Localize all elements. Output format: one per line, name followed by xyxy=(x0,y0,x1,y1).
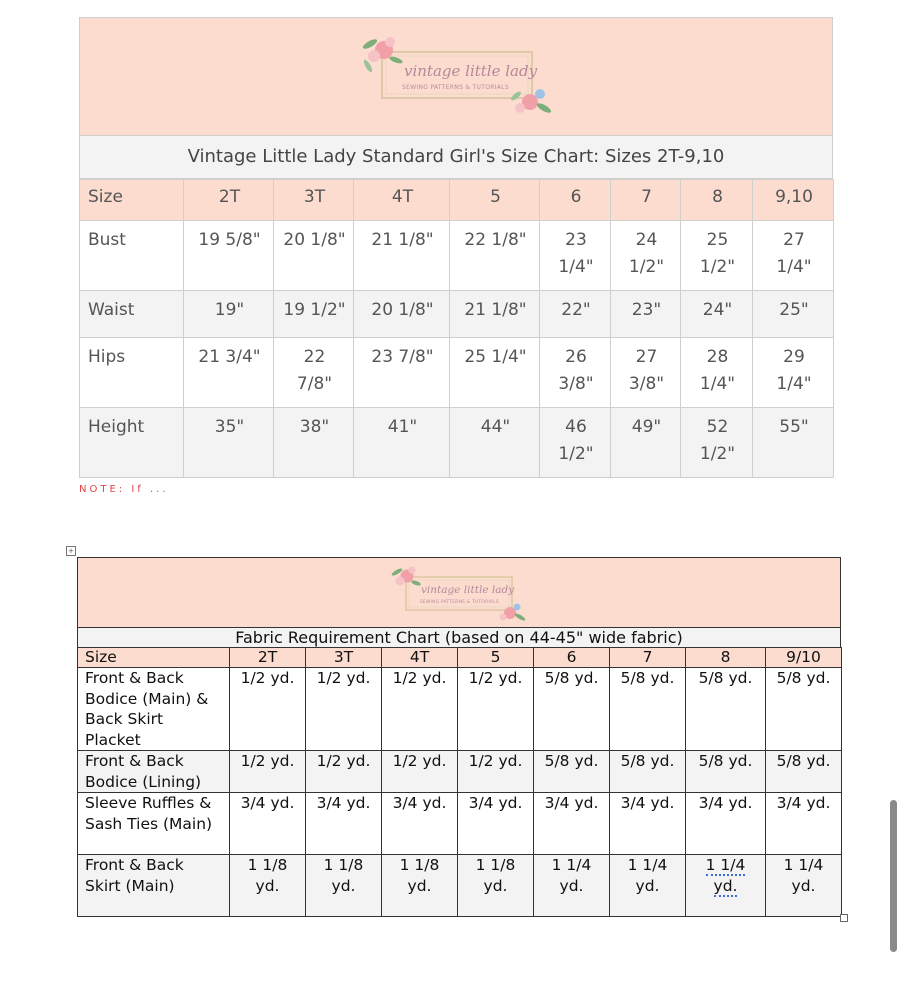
header-row xyxy=(78,648,842,668)
cell-value-line: yd. xyxy=(407,876,432,895)
size-column-header: 3T xyxy=(274,180,354,221)
row-label-line: Back Skirt xyxy=(85,710,164,728)
cell-value-line: 20 1/8" xyxy=(283,230,346,250)
measurement-cell xyxy=(610,793,686,855)
cell-value-line: 21 3/4" xyxy=(198,347,261,367)
cell-value-line: 1 1/4 xyxy=(551,856,592,874)
row-label-line: Front & Back xyxy=(85,669,184,687)
size-column-header: 9/10 xyxy=(766,648,842,668)
cell-value-line: yd. xyxy=(713,876,738,895)
measurement-cell xyxy=(184,338,274,408)
cell-value-line: 22" xyxy=(561,300,591,320)
table-row xyxy=(80,408,834,478)
cell-value-line: 1/2" xyxy=(699,257,736,277)
measurement-cell xyxy=(184,291,274,338)
cell-value-line: 25" xyxy=(779,300,809,320)
row-label-line: Front & Back xyxy=(85,856,184,874)
cell-value-line: 24 xyxy=(635,230,658,250)
row-label-line: Sash Ties (Main) xyxy=(85,814,213,833)
cell-value-line: 1/2" xyxy=(699,444,736,464)
row-label-line: Bodice (Main) & xyxy=(85,689,209,708)
measurement-cell xyxy=(450,338,540,408)
cell-value-line: 1/2 yd. xyxy=(240,752,295,770)
table-row xyxy=(78,855,842,917)
logo-subtitle: SEWING PATTERNS & TUTORIALS xyxy=(420,600,499,605)
cell-value-line: 5/8 yd. xyxy=(698,669,753,687)
size-header-cell: Size xyxy=(80,180,184,221)
cell-value-line: yd. xyxy=(331,876,356,895)
cell-value-line: 27 xyxy=(635,347,658,367)
size-chart-note: NOTE: If ... xyxy=(79,484,169,495)
measurement-cell xyxy=(611,408,681,478)
measurement-cell xyxy=(450,291,540,338)
cell-value-line: 28 xyxy=(706,347,729,367)
measurement-cell xyxy=(686,668,766,751)
cell-value-line: 3/4 yd. xyxy=(698,794,753,812)
measurement-cell xyxy=(534,751,610,793)
row-label-line: Hips xyxy=(88,347,126,367)
table-row xyxy=(80,338,834,408)
cell-value-line: 19 5/8" xyxy=(198,230,261,250)
measurement-cell xyxy=(540,221,611,291)
cell-value-line: 1/4" xyxy=(776,374,812,394)
measurement-cell xyxy=(306,751,382,793)
measurement-cell xyxy=(306,793,382,855)
cell-value-line: 5/8 yd. xyxy=(544,669,599,687)
cell-value-line: 1/4" xyxy=(699,374,736,394)
cell-value-line: 5/8 yd. xyxy=(776,752,831,770)
size-column-header: 2T xyxy=(184,180,274,221)
cell-value-line: 3/8" xyxy=(558,374,594,394)
measurement-cell xyxy=(766,793,842,855)
cell-value-line: 1/2" xyxy=(558,444,594,464)
measurement-cell xyxy=(681,291,753,338)
measurement-cell xyxy=(753,221,834,291)
measurement-cell xyxy=(274,291,354,338)
measurement-cell xyxy=(610,751,686,793)
size-chart-logo-band xyxy=(79,17,833,135)
cell-value-line: 1/4" xyxy=(776,257,812,277)
row-label-line: Front & Back xyxy=(85,752,184,770)
size-chart-title: Vintage Little Lady Standard Girl's Size Chart: Sizes 2T-9,10 xyxy=(79,135,833,179)
cell-value-line: 5/8 yd. xyxy=(544,752,599,770)
cell-value-line: 38" xyxy=(299,417,330,437)
cell-value-line: 3/4 yd. xyxy=(468,794,523,812)
measurement-cell xyxy=(230,751,306,793)
cell-value-line: 22 xyxy=(303,347,326,367)
cell-value-line: yd. xyxy=(791,876,816,895)
measurement-cell xyxy=(382,751,458,793)
measurement-cell xyxy=(354,338,450,408)
row-label-line: Height xyxy=(88,417,145,437)
cell-value-line: 1/2 yd. xyxy=(316,752,371,770)
measurement-cell xyxy=(610,855,686,917)
measurement-cell xyxy=(681,221,753,291)
cell-value-line: 35" xyxy=(214,417,245,437)
measurement-cell xyxy=(354,291,450,338)
size-column-header: 3T xyxy=(306,648,382,668)
measurement-cell xyxy=(534,793,610,855)
size-column-header: 8 xyxy=(681,180,753,221)
size-column-header: 4T xyxy=(354,180,450,221)
cell-value-line: yd. xyxy=(255,876,280,895)
cell-value-line: 19 1/2" xyxy=(283,300,346,320)
size-column-header: 5 xyxy=(458,648,534,668)
cell-value-line: 3/4 yd. xyxy=(620,794,675,812)
vertical-scrollbar[interactable] xyxy=(890,800,897,952)
cell-value-line: 1 1/4 xyxy=(783,856,824,874)
measurement-cell xyxy=(230,668,306,751)
cell-value-line: 1/2 yd. xyxy=(468,669,523,687)
measurement-cell xyxy=(184,221,274,291)
measurement-cell xyxy=(382,793,458,855)
row-label-line: Waist xyxy=(88,300,135,320)
row-label-line: Placket xyxy=(85,730,141,749)
row-label xyxy=(80,338,184,408)
measurement-cell xyxy=(450,221,540,291)
measurement-cell xyxy=(184,408,274,478)
measurement-cell xyxy=(681,408,753,478)
cell-value-line: 1 1/8 xyxy=(247,856,288,874)
measurement-cell xyxy=(681,338,753,408)
measurement-cell xyxy=(766,668,842,751)
row-label xyxy=(78,855,230,917)
row-label xyxy=(80,291,184,338)
measurement-cell xyxy=(686,793,766,855)
cell-value-line: 1/2 yd. xyxy=(392,669,447,687)
cell-value-line: 41" xyxy=(387,417,418,437)
cell-value-line: 1/2 yd. xyxy=(468,752,523,770)
measurement-cell xyxy=(274,338,354,408)
cell-value-line: 19" xyxy=(214,300,245,320)
cell-value-line: 3/4 yd. xyxy=(544,794,599,812)
cell-value-line: 1 1/8 xyxy=(323,856,364,874)
row-label-line: Sleeve Ruffles & xyxy=(85,794,212,812)
measurement-cell xyxy=(458,855,534,917)
table-row xyxy=(78,793,842,855)
cell-value-line: 49" xyxy=(631,417,662,437)
measurement-cell xyxy=(540,338,611,408)
measurement-cell xyxy=(686,855,766,917)
cell-value-line: 1 1/8 xyxy=(475,856,516,874)
measurement-cell xyxy=(610,668,686,751)
size-header-cell: Size xyxy=(78,648,230,668)
size-chart-table xyxy=(79,179,834,478)
measurement-cell xyxy=(540,408,611,478)
size-column-header: 2T xyxy=(230,648,306,668)
measurement-cell xyxy=(382,668,458,751)
cell-value-line: 5/8 yd. xyxy=(620,752,675,770)
measurement-cell xyxy=(534,855,610,917)
cell-value-line: 3/4 yd. xyxy=(392,794,447,812)
measurement-cell xyxy=(230,793,306,855)
cell-value-line: 23 xyxy=(565,230,587,250)
measurement-cell xyxy=(458,668,534,751)
row-label-line: Bodice (Lining) xyxy=(85,772,202,791)
row-label xyxy=(80,221,184,291)
cell-value-line: 1/2 yd. xyxy=(392,752,447,770)
header-row xyxy=(80,180,834,221)
size-column-header: 6 xyxy=(534,648,610,668)
measurement-cell xyxy=(534,668,610,751)
fabric-chart xyxy=(77,557,841,917)
cell-value-line: 5/8 yd. xyxy=(776,669,831,687)
cell-value-line: 3/4 yd. xyxy=(776,794,831,812)
cell-value-line: 23" xyxy=(631,300,662,320)
logo-script-text: vintage little lady xyxy=(404,62,538,80)
measurement-cell xyxy=(354,221,450,291)
size-column-header: 5 xyxy=(450,180,540,221)
table-row xyxy=(80,291,834,338)
cell-value-line: 25 xyxy=(706,230,729,250)
table-resize-handle[interactable] xyxy=(840,914,848,922)
cell-value-line: 46 xyxy=(565,417,587,437)
row-label xyxy=(78,751,230,793)
cell-value-line: 5/8 yd. xyxy=(620,669,675,687)
measurement-cell xyxy=(753,338,834,408)
cell-value-line: 1 1/8 xyxy=(399,856,440,874)
measurement-cell xyxy=(458,793,534,855)
size-column-header: 8 xyxy=(686,648,766,668)
size-column-header: 4T xyxy=(382,648,458,668)
vintage-little-lady-logo xyxy=(360,30,556,118)
logo-subtitle: SEWING PATTERNS & TUTORIALS xyxy=(402,84,509,91)
measurement-cell xyxy=(611,291,681,338)
measurement-cell xyxy=(230,855,306,917)
size-column-header: 6 xyxy=(540,180,611,221)
table-move-handle-icon[interactable]: + xyxy=(66,546,76,556)
measurement-cell xyxy=(766,855,842,917)
cell-value-line: 3/4 yd. xyxy=(240,794,295,812)
measurement-cell xyxy=(274,408,354,478)
cell-value-line: 21 1/8" xyxy=(464,300,527,320)
cell-value-line: yd. xyxy=(635,876,660,895)
cell-value-line: yd. xyxy=(483,876,508,895)
measurement-cell xyxy=(611,221,681,291)
fabric-chart-table xyxy=(77,647,842,917)
measurement-cell xyxy=(611,338,681,408)
cell-value-line: 3/8" xyxy=(628,374,665,394)
cell-value-line: 52 xyxy=(706,417,729,437)
cell-value-line: 44" xyxy=(480,417,511,437)
cell-value-line: 29 xyxy=(783,347,805,367)
cell-value-line: 1/2 yd. xyxy=(316,669,371,687)
cell-value-line: 3/4 yd. xyxy=(316,794,371,812)
measurement-cell xyxy=(450,408,540,478)
measurement-cell xyxy=(382,855,458,917)
size-column-header: 9,10 xyxy=(753,180,834,221)
measurement-cell xyxy=(753,291,834,338)
cell-value-line: 55" xyxy=(779,417,809,437)
row-label xyxy=(80,408,184,478)
table-row xyxy=(78,668,842,751)
size-column-header: 7 xyxy=(611,180,681,221)
cell-value-line: 23 7/8" xyxy=(371,347,434,367)
cell-value-line: 25 1/4" xyxy=(464,347,527,367)
measurement-cell xyxy=(306,855,382,917)
measurement-cell xyxy=(766,751,842,793)
measurement-cell xyxy=(354,408,450,478)
table-row xyxy=(80,221,834,291)
cell-value-line: 21 1/8" xyxy=(371,230,434,250)
cell-value-line: 1/4" xyxy=(558,257,594,277)
measurement-cell xyxy=(306,668,382,751)
measurement-cell xyxy=(686,751,766,793)
cell-value-line: 24" xyxy=(702,300,733,320)
logo-script-text: vintage little lady xyxy=(421,584,515,596)
measurement-cell xyxy=(274,221,354,291)
cell-value-line: 26 xyxy=(565,347,587,367)
measurement-cell xyxy=(458,751,534,793)
cell-value-line: 1 1/4 xyxy=(705,856,746,874)
size-column-header: 7 xyxy=(610,648,686,668)
row-label-line: Bust xyxy=(88,230,126,250)
measurement-cell xyxy=(753,408,834,478)
row-label xyxy=(78,668,230,751)
cell-value-line: 1/2 yd. xyxy=(240,669,295,687)
table-row xyxy=(78,751,842,793)
cell-value-line: 20 1/8" xyxy=(371,300,434,320)
cell-value-line: 1 1/4 xyxy=(627,856,668,874)
cell-value-line: yd. xyxy=(559,876,584,895)
size-chart xyxy=(79,17,833,478)
cell-value-line: 27 xyxy=(783,230,805,250)
vintage-little-lady-logo xyxy=(390,562,528,624)
row-label-line: Skirt (Main) xyxy=(85,876,175,895)
cell-value-line: 5/8 yd. xyxy=(698,752,753,770)
cell-value-line: 7/8" xyxy=(296,374,333,394)
fabric-chart-title: Fabric Requirement Chart (based on 44-45" wide fabric) xyxy=(77,627,841,647)
cell-value-line: 22 1/8" xyxy=(464,230,527,250)
cell-value-line: 1/2" xyxy=(628,257,665,277)
fabric-chart-logo-band xyxy=(77,557,841,627)
row-label xyxy=(78,793,230,855)
measurement-cell xyxy=(540,291,611,338)
